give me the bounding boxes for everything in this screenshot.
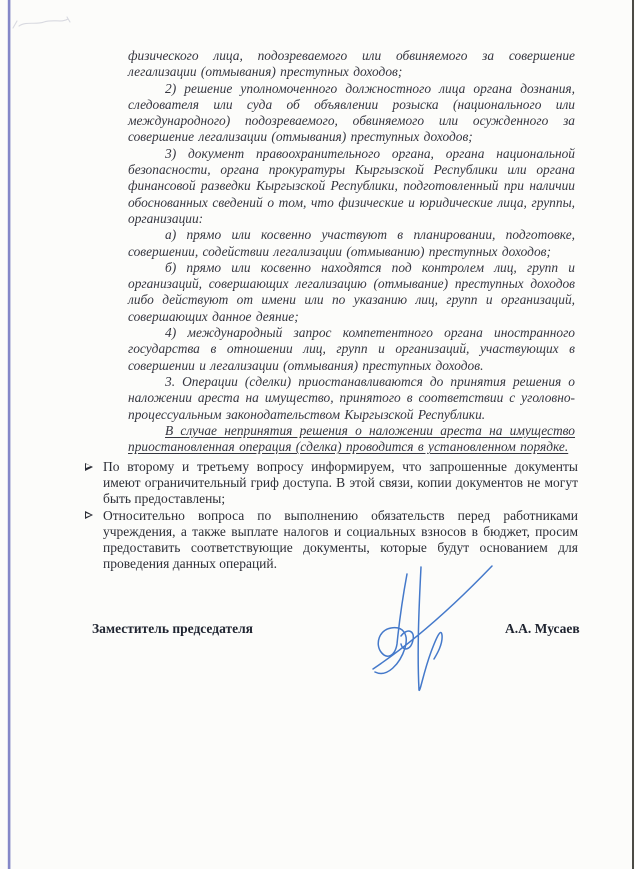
paragraph-underlined: В случае непринятия решения о наложении ареста на имущество приостановленная операция (сделка) проводится в установленном порядке.	[128, 422, 575, 455]
document-body-text	[128, 48, 575, 455]
bullet-text: По второму и третьему вопросу информируем, что запрошенные документы имеют ограничительный гриф доступа. В этой связи, копии документов не могут быть предоставлены;	[103, 459, 578, 507]
paragraph: физического лица, подозреваемого или обвиняемого за совершение легализации (отмывания) преступных доходов;	[128, 48, 575, 80]
pencil-mark	[10, 10, 74, 41]
list-item	[85, 459, 578, 508]
signer-name: А.А. Мусаев	[505, 621, 580, 636]
paragraph: а) прямо или косвенно участвуют в планировании, подготовке, совершении, содействии легализации (отмыванию) преступных доходов;	[128, 227, 575, 259]
paragraph: 3. Операции (сделки) приостанавливаются до принятия решения о наложении ареста на имущество, принятого в соответствии с уголовно-процессуальным законодательством Кыргызской Республики.	[128, 373, 575, 422]
paragraph: б) прямо или косвенно находятся под контролем лиц, групп и организаций, совершающих легализацию (отмывание) преступных доходов либо действуют от имени или по указанию лиц, групп и организаций, совершающих данное деяние;	[128, 259, 575, 324]
paragraph: 3) документ правоохранительного органа, органа национальной безопасности, органа прокуратуры Кыргызской Республики или органа финансовой разведки Кыргызской Республики, подготовленный при наличии обоснованных сведений о том, что физические и юридические лица, группы, организации:	[128, 145, 575, 226]
scan-right-edge-line	[632, 0, 634, 869]
paragraph: 4) международный запрос компетентного органа иностранного государства в отношении лиц, групп и организаций, участвующих в совершении и легализации (отмывания) преступных доходов.	[128, 325, 575, 373]
handwritten-signature	[345, 556, 500, 736]
arrowhead-bullet-icon	[85, 511, 93, 519]
bullet-text: Относительно вопроса по выполнению обязательств перед работниками учреждения, а также выплате налогов и социальных взносов в бюджет, просим предоставить соответствующие документы, которые будут основанием для проведения данных операций.	[103, 507, 578, 572]
signer-title: Заместитель председателя	[92, 621, 253, 636]
list-item	[85, 508, 578, 573]
bullet-list	[85, 459, 578, 572]
scan-left-edge-line	[8, 0, 10, 869]
arrowhead-bullet-icon	[85, 463, 93, 471]
paragraph: 2) решение уполномоченного должностного лица органа дознания, следователя или суда об объявлении розыска (национального или международного) подозреваемого, обвиняемого или осужденного за совершение легализации (отмывания) преступных доходов;	[128, 80, 575, 145]
